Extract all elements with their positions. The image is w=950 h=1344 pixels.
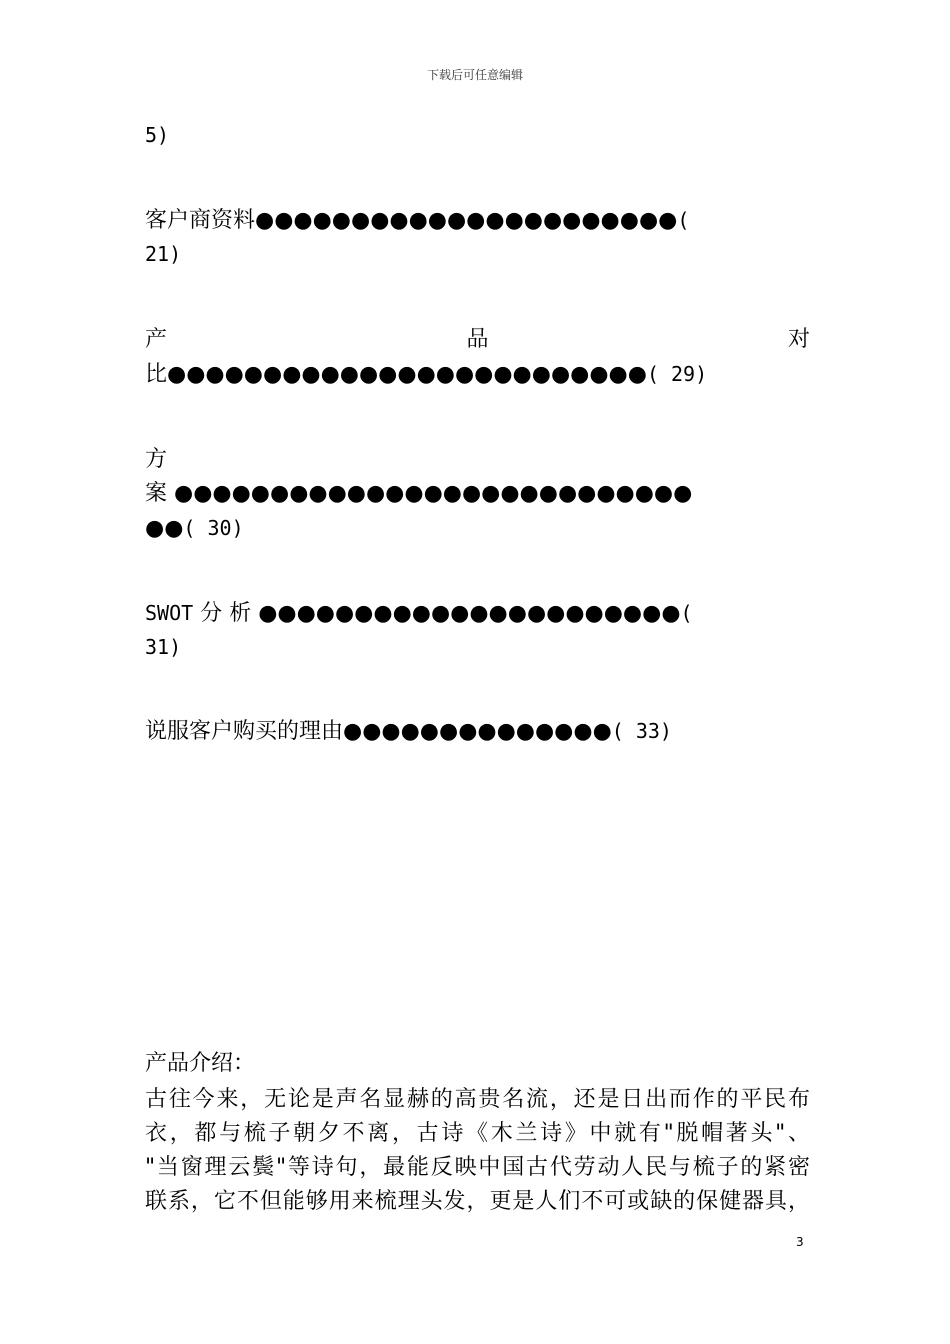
- paragraph-line: "当窗理云鬓"等诗句，最能反映中国古代劳动人民与梳子的紧密: [145, 1155, 810, 1180]
- page-number: 3: [796, 1235, 804, 1249]
- toc-leader-dots: ●●●●●●●●●●●●●●●●●●●●●●: [255, 208, 678, 233]
- toc-item-product-line2: [145, 357, 810, 391]
- toc-char: 析: [229, 601, 252, 626]
- toc-page-number: 21): [145, 242, 182, 266]
- toc-leader-dots: ●●●●●●●●●●●●●●: [343, 719, 612, 744]
- toc-page-number: 31): [145, 635, 182, 659]
- toc-char: 对: [787, 327, 810, 352]
- paragraph-line: 古往今来，无论是声名显赫的高贵名流，还是日出而作的平民布: [145, 1087, 810, 1112]
- page-header: 下载后可任意编辑: [426, 68, 523, 82]
- intro-heading: 产品介绍：: [145, 1051, 256, 1076]
- toc-char: 产: [145, 327, 314, 352]
- toc-char: 比: [145, 362, 168, 387]
- toc-char: 方: [145, 447, 168, 472]
- toc-char: 案: [145, 481, 168, 506]
- toc-leader-dots: ●●: [145, 516, 184, 541]
- toc-title: 客户商资料: [145, 208, 256, 233]
- toc-page: ( 30): [183, 516, 244, 540]
- toc-leader-dots: ●●●●●●●●●●●●●●●●●●●●●●●●●●●: [174, 481, 693, 506]
- toc-title: SWOT: [145, 601, 194, 625]
- toc-item-plan-line3: [145, 511, 810, 545]
- toc-page: ( 33): [611, 719, 672, 743]
- toc-leader-dots: ●●●●●●●●●●●●●●●●●●●●●●●●●: [167, 362, 647, 387]
- toc-char: 分: [200, 601, 223, 626]
- toc-item-reason[interactable]: [145, 714, 810, 748]
- toc-page: (: [680, 601, 693, 625]
- toc-leader-dots: ●●●●●●●●●●●●●●●●●●●●●●: [258, 601, 681, 626]
- toc-page: ( 29): [646, 362, 708, 386]
- toc-char: 品: [466, 327, 635, 352]
- toc-continuation: 5): [145, 123, 170, 147]
- paragraph-line: 联系，它不但能够用来梳理头发，更是人们不可或缺的保健器具，: [145, 1189, 810, 1214]
- paragraph-line: 衣，都与梳子朝夕不离，古诗《木兰诗》中就有"脱帽著头"、: [145, 1121, 810, 1146]
- toc-item-swot[interactable]: [145, 596, 810, 630]
- toc-item-customer[interactable]: [145, 203, 810, 237]
- toc-item-product[interactable]: [145, 323, 810, 357]
- intro-paragraph: [145, 1083, 810, 1219]
- toc-item-plan-line2: [145, 477, 810, 511]
- toc-item-plan[interactable]: [145, 443, 810, 477]
- toc-page: (: [677, 208, 690, 232]
- toc-title: 说服客户购买的理由: [145, 719, 344, 744]
